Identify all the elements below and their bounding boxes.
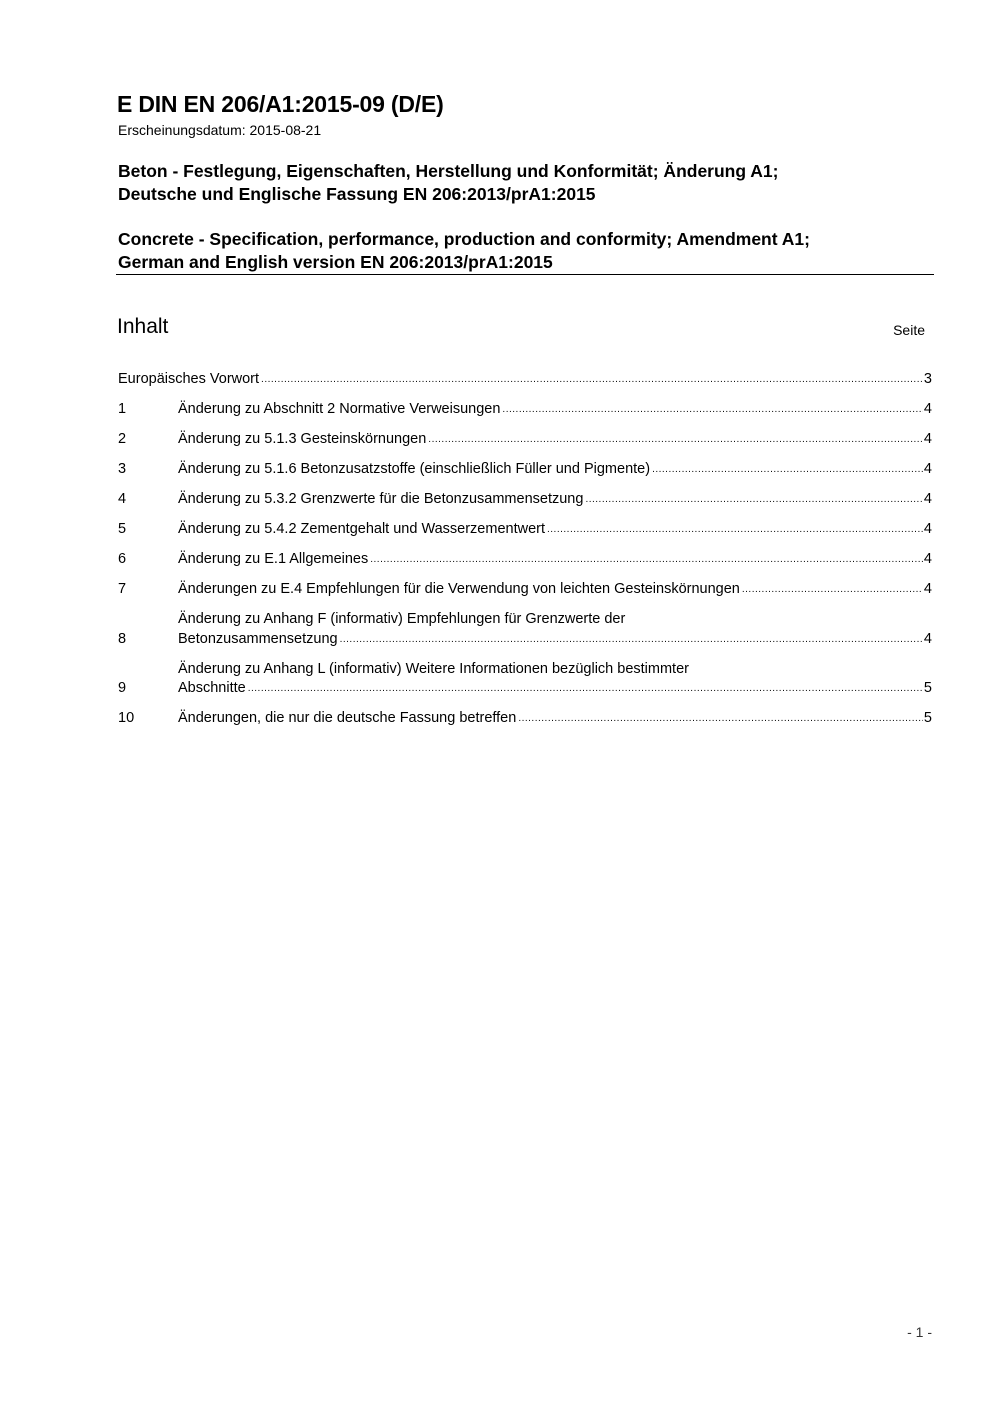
toc-entry-title-continued: Betonzusammensetzung: [178, 630, 338, 647]
toc-entry-body: [178, 610, 932, 649]
toc-entry-body: [178, 490, 932, 510]
toc-entry-number: 3: [118, 461, 127, 477]
english-title-line-1: Concrete - Specification, performance, production and conformity; Amendment A1;: [118, 229, 810, 249]
toc-entry[interactable]: [118, 550, 932, 570]
toc-dot-leader: [246, 679, 923, 699]
toc-entry-body: [178, 460, 932, 480]
toc-entry-title: Änderung zu Anhang F (informativ) Empfehlungen für Grenzwerte der: [178, 611, 626, 627]
toc-entry-number: 6: [118, 551, 127, 567]
toc-entry[interactable]: [118, 370, 932, 390]
toc-entry-body: [178, 709, 932, 729]
toc-entry[interactable]: [118, 490, 932, 510]
german-title-line-1: Beton - Festlegung, Eigenschaften, Herstellung und Konformität; Änderung A1;: [118, 161, 779, 181]
toc-dot-leader: [338, 630, 923, 650]
toc-entry-number: 7: [118, 581, 127, 597]
toc-dot-leader: [368, 550, 923, 570]
toc-entry-page: 3: [923, 371, 932, 387]
toc-entry-page: 5: [923, 680, 932, 696]
toc-entry-title: Änderungen zu E.4 Empfehlungen für die Verwendung von leichten Gesteinskörnungen: [178, 581, 740, 597]
toc-entry-page: 4: [923, 491, 932, 507]
toc-entry-page: 5: [923, 710, 932, 726]
toc-entry-number: 4: [118, 491, 127, 507]
toc-entry-title: Änderung zu 5.1.3 Gesteinskörnungen: [178, 431, 427, 447]
toc-entry-title-continued: Abschnitte: [178, 680, 246, 696]
toc-dot-leader: [500, 400, 923, 420]
english-title-line-2: German and English version EN 206:2013/prA1:2015: [118, 252, 553, 272]
title-divider: [116, 274, 934, 275]
toc-dot-leader: [740, 580, 923, 600]
toc-entry-number: 10: [118, 710, 135, 726]
toc-entry[interactable]: [118, 660, 932, 699]
toc-entry-page: 4: [923, 581, 932, 597]
toc-entry[interactable]: [118, 520, 932, 540]
toc-entry[interactable]: [118, 580, 932, 600]
toc-entry[interactable]: [118, 400, 932, 420]
toc-entry-page: 4: [923, 431, 932, 447]
toc-entry-page: 4: [923, 521, 932, 537]
toc-entry-page: 4: [923, 401, 932, 417]
toc-dot-leader: [426, 430, 923, 450]
toc-dot-leader: [259, 370, 923, 390]
toc-entry[interactable]: [118, 430, 932, 450]
toc-entry-body: [118, 370, 932, 390]
toc-entry-number: 8: [118, 630, 127, 647]
toc-entry-page: 4: [923, 551, 932, 567]
toc-entry-title: Änderung zu 5.4.2 Zementgehalt und Wasserzementwert: [178, 521, 545, 537]
toc-entry-body: [178, 550, 932, 570]
german-title: [118, 160, 778, 206]
toc-entry-title: Änderung zu E.1 Allgemeines: [178, 551, 369, 567]
release-date: Erscheinungsdatum: 2015-08-21: [118, 122, 322, 138]
toc-entry-continuation: [178, 630, 932, 650]
toc-entry-body: [178, 520, 932, 540]
toc-entry-text-block: [178, 610, 932, 649]
toc-entry-text-block: [178, 660, 932, 699]
toc-entry-title: Änderung zu 5.3.2 Grenzwerte für die Betonzusammensetzung: [178, 491, 584, 507]
toc-entry[interactable]: [118, 610, 932, 649]
toc-entry-body: [178, 580, 932, 600]
page-number: - 1 -: [907, 1324, 932, 1340]
toc-dot-leader: [516, 709, 923, 729]
toc-entry-body: [178, 400, 932, 420]
toc-heading: Inhalt: [117, 315, 169, 338]
toc-entry[interactable]: [118, 709, 932, 729]
toc-entry-number: 2: [118, 431, 127, 447]
toc-entry-page: 4: [923, 630, 932, 647]
toc-page-column-label: Seite: [893, 322, 925, 338]
german-title-line-2: Deutsche und Englische Fassung EN 206:2013/prA1:2015: [118, 184, 596, 204]
toc-entry-title: Änderungen, die nur die deutsche Fassung betreffen: [178, 710, 517, 726]
english-title: [118, 228, 810, 274]
toc-entry-continuation: [178, 679, 932, 699]
toc-entry-title: Europäisches Vorwort: [118, 371, 260, 387]
toc-entry-number: 1: [118, 401, 127, 417]
toc-dot-leader: [545, 520, 923, 540]
toc-entry-body: [178, 660, 932, 699]
toc-entry-page: 4: [923, 461, 932, 477]
document-designation: E DIN EN 206/A1:2015-09 (D/E): [117, 91, 444, 117]
table-of-contents: [118, 370, 932, 729]
toc-entry[interactable]: [118, 460, 932, 480]
toc-dot-leader: [650, 460, 923, 480]
toc-entry-number: 9: [118, 680, 127, 696]
toc-entry-title: Änderung zu Abschnitt 2 Normative Verweisungen: [178, 401, 501, 417]
toc-dot-leader: [583, 490, 922, 510]
toc-entry-title: Änderung zu 5.1.6 Betonzusatzstoffe (einschließlich Füller und Pigmente): [178, 461, 651, 477]
toc-entry-number: 5: [118, 521, 127, 537]
toc-entry-title: Änderung zu Anhang L (informativ) Weitere Informationen bezüglich bestimmter: [178, 660, 689, 677]
toc-entry-body: [178, 430, 932, 450]
